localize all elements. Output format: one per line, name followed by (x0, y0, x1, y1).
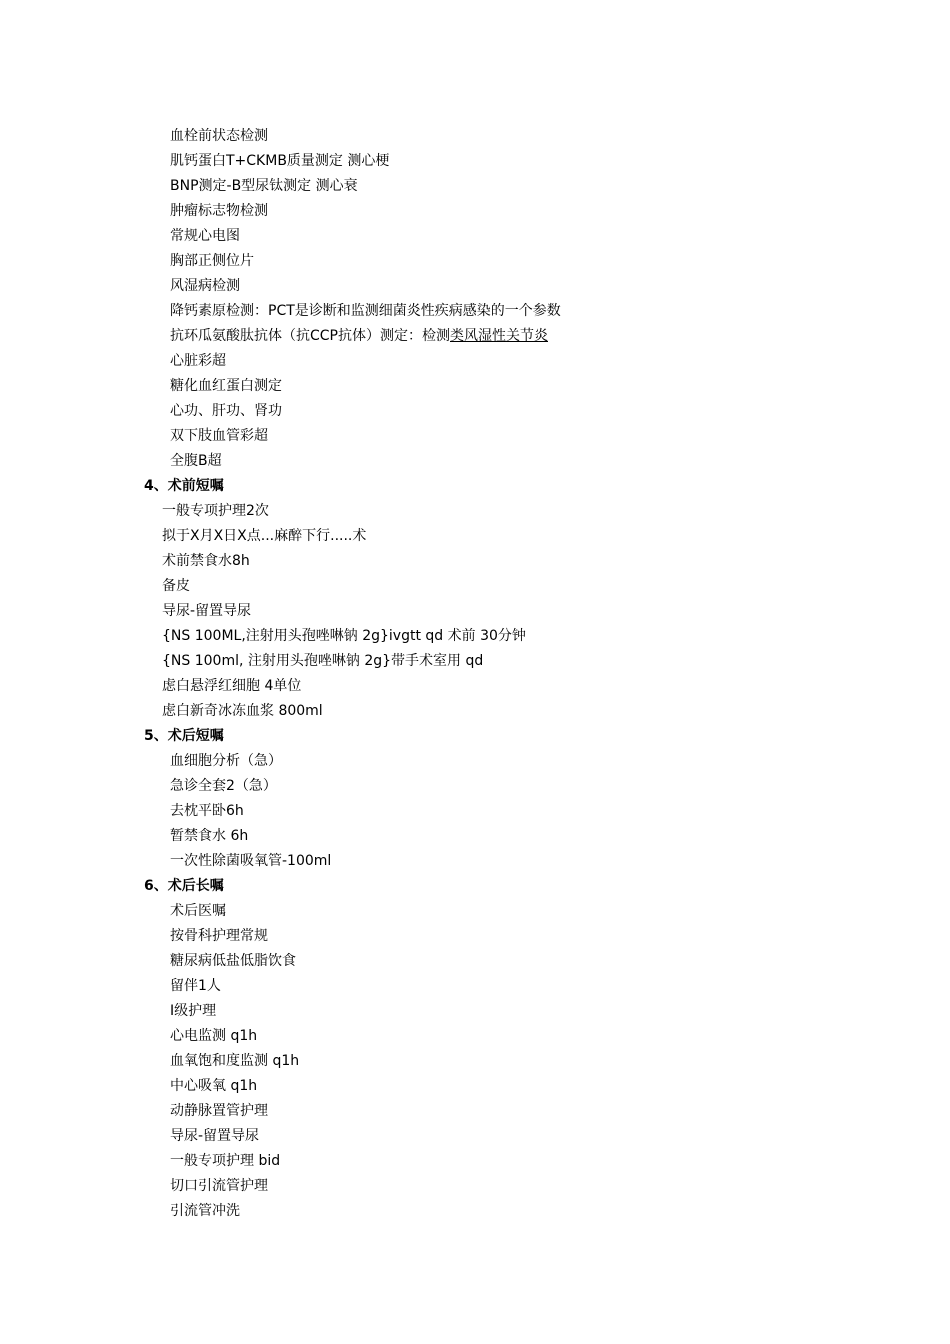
exam-item: 风湿病检测 (170, 278, 240, 294)
postop-long-order: 术后医嘱 (170, 903, 226, 919)
ccp-prefix: 抗环瓜氨酸肽抗体（抗CCP抗体）测定：检测 (170, 328, 450, 344)
postop-long-order: 中心吸氧 q1h (170, 1078, 258, 1094)
exam-item: 血栓前状态检测 (170, 128, 268, 144)
exam-item-ccp (170, 326, 548, 346)
postop-long-order: 留伴1人 (170, 978, 221, 994)
exam-item: 胸部正侧位片 (170, 253, 254, 269)
preop-order: 导尿-留置导尿 (162, 603, 252, 619)
exam-item: 心功、肝功、肾功 (170, 403, 282, 419)
preop-order: {NS 100ml, 注射用头孢唑啉钠 2g}带手术室用 qd (162, 653, 484, 669)
preop-order: 一般专项护理2次 (162, 503, 269, 519)
preop-order: {NS 100ML,注射用头孢唑啉钠 2g}ivgtt qd 术前 30分钟 (162, 628, 526, 644)
exam-item: 降钙素原检测：PCT是诊断和监测细菌炎性疾病感染的一个参数 (170, 303, 561, 319)
exam-item: 糖化血红蛋白测定 (170, 378, 282, 394)
postop-long-order: 糖尿病低盐低脂饮食 (170, 953, 296, 969)
section-heading-postop-long: 6、术后长嘱 (144, 878, 224, 894)
exam-item: BNP测定-B型尿钛测定 测心衰 (170, 178, 358, 194)
preop-order: 虑白新奇冰冻血浆 800ml (162, 703, 323, 719)
postop-long-order: 导尿-留置导尿 (170, 1128, 260, 1144)
postop-long-order: 心电监测 q1h (170, 1028, 258, 1044)
postop-short-order: 一次性除菌吸氧管-100ml (170, 853, 332, 869)
preop-order: 术前禁食水8h (162, 553, 250, 569)
exam-item: 双下肢血管彩超 (170, 428, 268, 444)
ccp-underlined-term: 类风湿性关节炎 (450, 328, 548, 344)
postop-long-order: 切口引流管护理 (170, 1178, 268, 1194)
postop-long-order: 血氧饱和度监测 q1h (170, 1053, 300, 1069)
postop-short-order: 急诊全套2（急） (170, 778, 277, 794)
postop-long-order: I级护理 (170, 1003, 217, 1019)
postop-short-order: 血细胞分析（急） (170, 753, 282, 769)
postop-long-order: 按骨科护理常规 (170, 928, 268, 944)
section-heading-postop-short: 5、术后短嘱 (144, 728, 224, 744)
postop-long-order: 一般专项护理 bid (170, 1153, 281, 1169)
preop-order: 备皮 (162, 578, 190, 594)
postop-long-order: 引流管冲洗 (170, 1203, 240, 1219)
exam-item: 肌钙蛋白T+CKMB质量测定 测心梗 (170, 153, 390, 169)
exam-item: 常规心电图 (170, 228, 240, 244)
exam-item: 心脏彩超 (170, 353, 226, 369)
postop-short-order: 去枕平卧6h (170, 803, 244, 819)
section-heading-preop: 4、术前短嘱 (144, 478, 224, 494)
exam-item: 全腹B超 (170, 453, 222, 469)
exam-item: 肿瘤标志物检测 (170, 203, 268, 219)
postop-short-order: 暂禁食水 6h (170, 828, 249, 844)
preop-order: 虑白悬浮红细胞 4单位 (162, 678, 302, 694)
preop-order: 拟于X月X日X点...麻醉下行.....术 (162, 528, 367, 544)
postop-long-order: 动静脉置管护理 (170, 1103, 268, 1119)
